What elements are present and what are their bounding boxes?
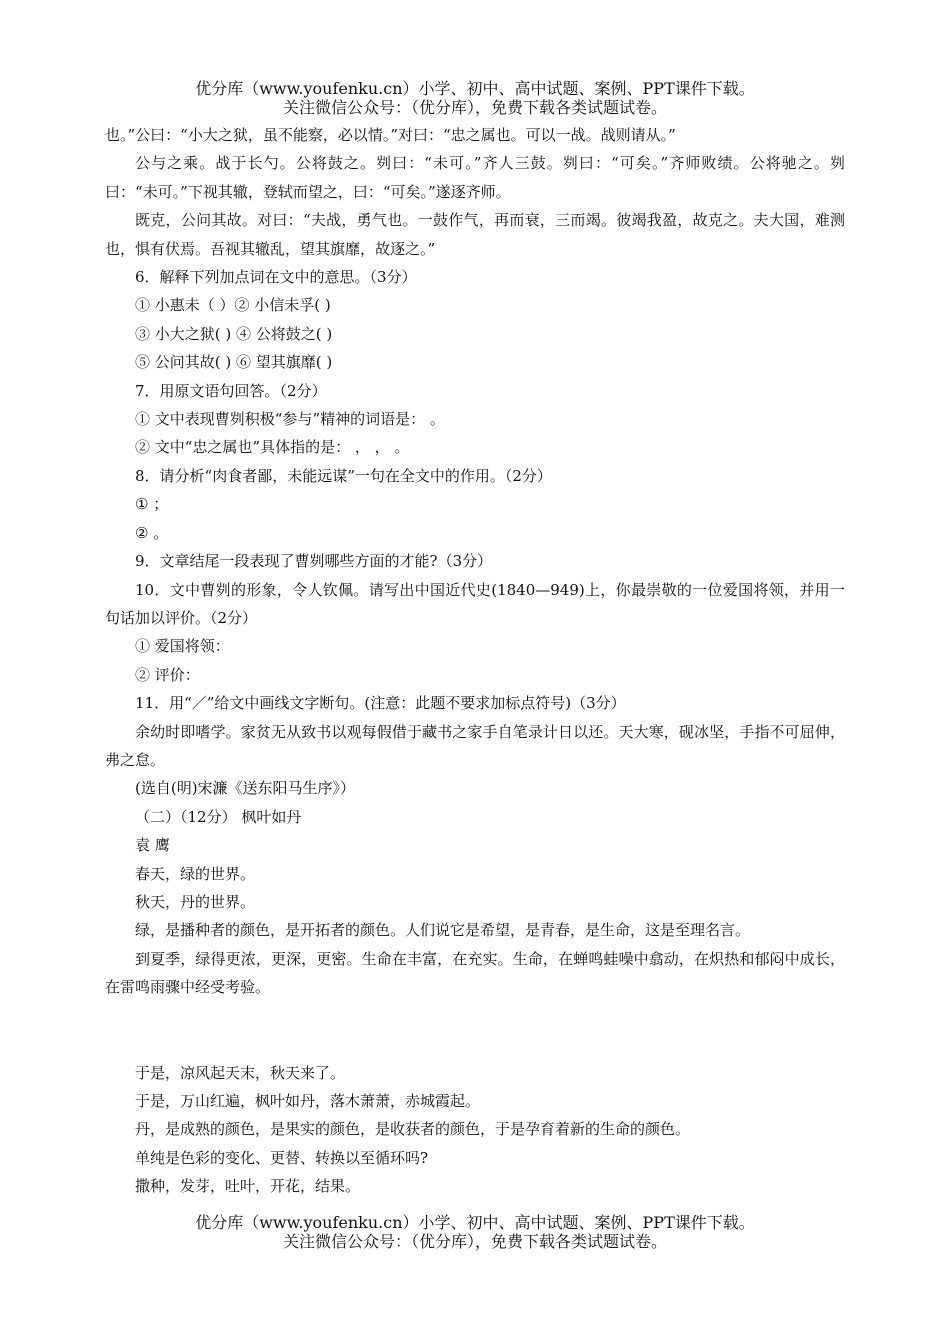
- paragraph: 余幼时即嗜学。家贫无从致书以观每假借于藏书之家手自笔录计日以还。天大寒，砚冰坚，手指不可屈伸，弗之怠。: [105, 722, 845, 769]
- paragraph: 袁 鹰: [135, 836, 170, 855]
- paragraph: ⑤ 公问其故( ) ⑥ 望其旗靡( ): [135, 353, 333, 372]
- page-header: [0, 79, 950, 117]
- paragraph: ① 爱国将领：: [135, 637, 230, 656]
- footer-line-1: 优分库（www.youfenku.cn）小学、初中、高中试题、案例、PPT课件下载。: [195, 1213, 755, 1232]
- text-block-2: [105, 1059, 845, 1201]
- paragraph: （二）（12分） 枫叶如丹: [135, 807, 302, 826]
- paragraph: 也。”公曰：“小大之狱，虽不能察，必以情。”对曰：“忠之属也。可以一战。战则请从。”: [105, 126, 676, 144]
- header-line-1: 优分库（www.youfenku.cn）小学、初中、高中试题、案例、PPT课件下载。: [195, 79, 755, 98]
- paragraph: ② 。: [135, 523, 169, 542]
- paragraph: 撒种，发芽，吐叶，开花，结果。: [135, 1177, 361, 1196]
- header-line-2: 关注微信公众号：（优分库），免费下载各类试题试卷。: [282, 98, 667, 117]
- document-body: [105, 121, 845, 1201]
- paragraph: 到夏季，绿得更浓，更深，更密。生命在丰富，在充实。生命，在蝉鸣蛙噪中翕动，在炽热和郁闷中成长，在雷鸣雨骤中经受考验。: [105, 949, 845, 997]
- paragraph: ① 小惠未（ ）② 小信未孚( ): [135, 296, 331, 315]
- paragraph: 于是，万山红遍，枫叶如丹，落木萧萧，赤城霞起。: [135, 1092, 481, 1110]
- paragraph: 于是，凉风起天末，秋天来了。: [135, 1063, 346, 1082]
- paragraph: ③ 小大之狱( ) ④ 公将鼓之( ): [135, 324, 333, 343]
- paragraph: ① 文中表现曹刿积极“参与”精神的词语是： 。: [135, 410, 445, 429]
- paragraph: 绿，是播种者的颜色，是开拓者的颜色。人们说它是希望，是青春，是生命，这是至理名言。: [135, 921, 751, 940]
- paragraph: 丹，是成熟的颜色，是果实的颜色，是收获者的颜色，于是孕育着新的生命的颜色。: [135, 1120, 691, 1139]
- blank-gap: [105, 1002, 845, 1059]
- paragraph: (选自(明)宋濂《送东阳马生序》）: [135, 779, 356, 798]
- page-footer: [0, 1213, 950, 1251]
- paragraph: 秋天，丹的世界。: [135, 892, 256, 911]
- text-block-1: [105, 121, 845, 1002]
- paragraph: 单纯是色彩的变化、更替、转换以至循环吗?: [135, 1148, 429, 1167]
- paragraph: 春天，绿的世界。: [135, 864, 256, 883]
- paragraph: 6．解释下列加点词在文中的意思。（3分）: [135, 268, 417, 287]
- paragraph: 公与之乘。战于长勺。公将鼓之。刿曰：“未可。”齐人三鼓。刿曰：“可矣。”齐师败绩。公将驰之。刿曰：“未可。”下视其辙，登轼而望之，曰：“可矣。”遂逐齐师。: [105, 154, 845, 201]
- paragraph: 既克，公问其故。对曰：“夫战，勇气也。一鼓作气，再而衰，三而竭。彼竭我盈，故克之。夫大国，难测也，惧有伏焉。吾视其辙乱，望其旗靡，故逐之。”: [105, 211, 845, 258]
- paragraph: ① ；: [135, 495, 169, 514]
- paragraph: ② 文中“忠之属也”具体指的是： ， ， 。: [135, 438, 410, 457]
- footer-line-2: 关注微信公众号：（优分库），免费下载各类试题试卷。: [282, 1232, 667, 1251]
- paragraph: 11．用“／”给文中画线文字断句。(注意：此题不要求加标点符号)（3分）: [135, 694, 626, 713]
- paragraph: ② 评价：: [135, 665, 200, 684]
- paragraph: 9．文章结尾一段表现了曹刿哪些方面的才能?（3分）: [135, 552, 493, 571]
- paragraph: 8．请分析“肉食者鄙，未能远谋”一句在全文中的作用。（2分）: [135, 466, 552, 485]
- paragraph: 7．用原文语句回答。（2分）: [135, 381, 327, 400]
- paragraph: 10．文中曹刿的形象，令人钦佩。请写出中国近代史(1840—949)上，你最崇敬的一位爱国将领，并用一句话加以评价。（2分）: [105, 580, 845, 627]
